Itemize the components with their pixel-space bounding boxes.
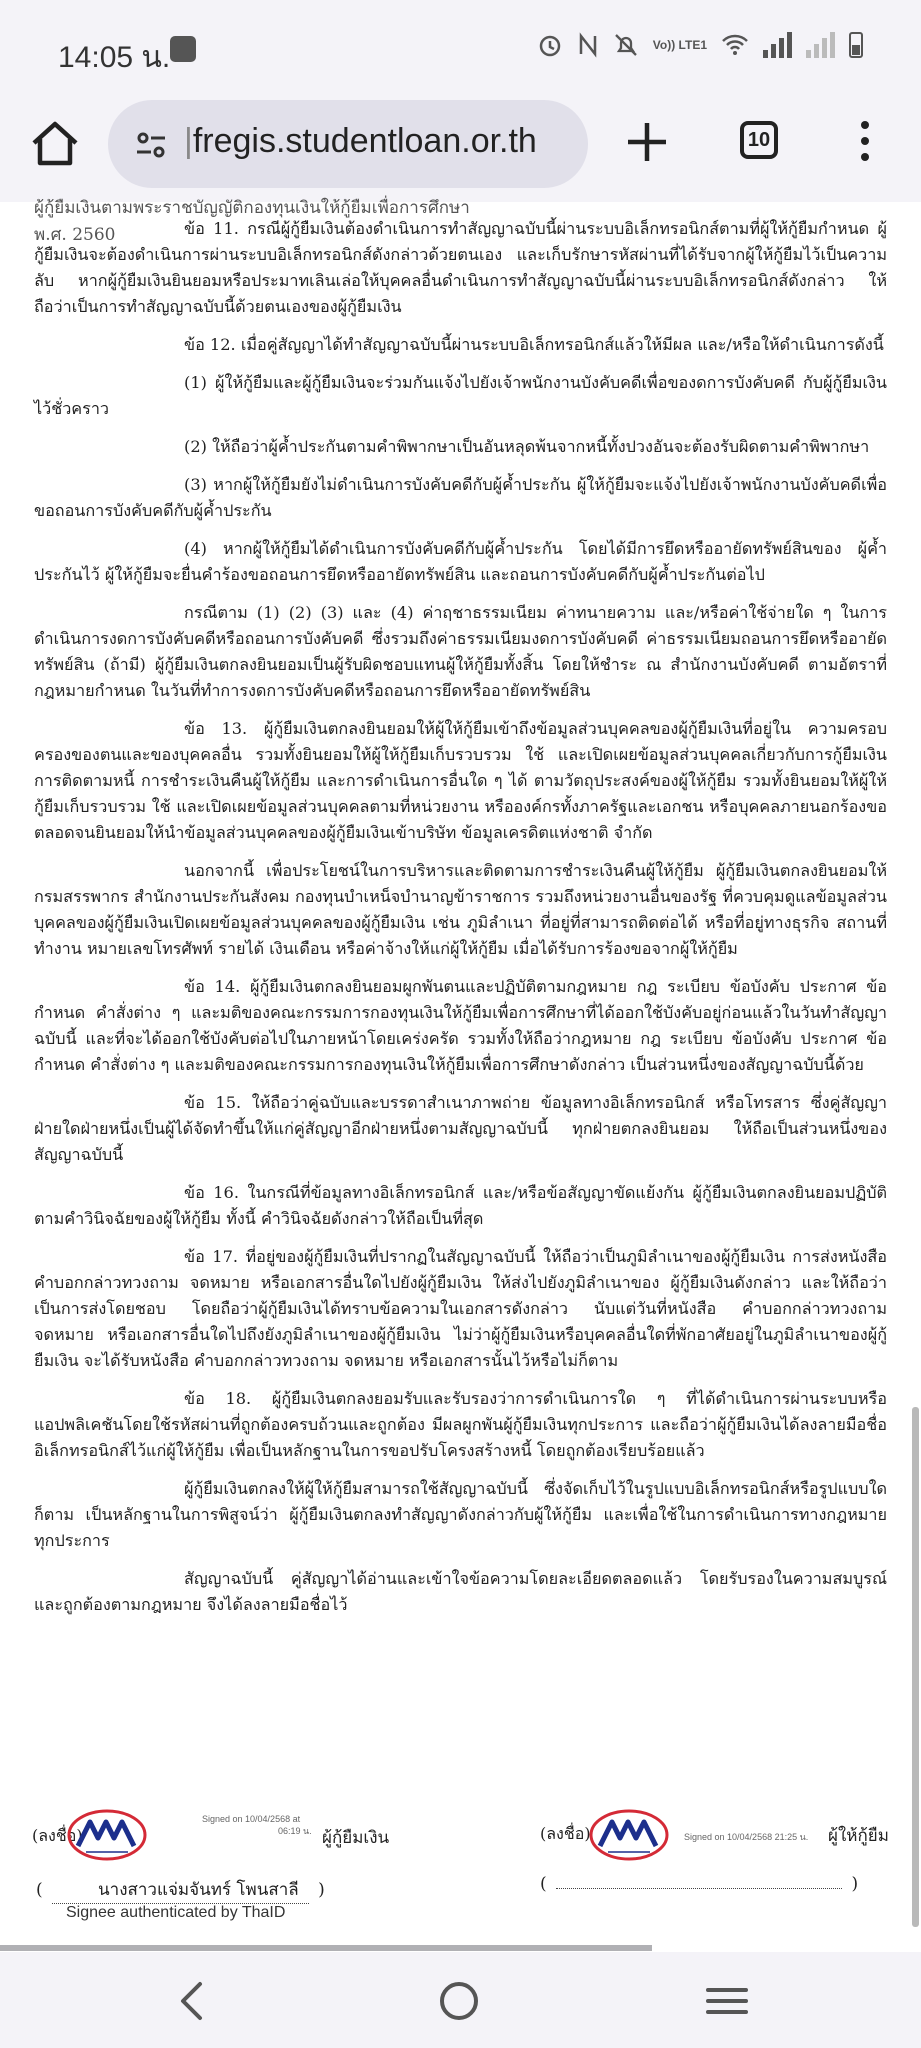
contract-paragraph: กรณีตาม (1) (2) (3) และ (4) ค่าฤชาธรรมเนียม ค่าทนายความ และ/หรือค่าใช้จ่ายใด ๆ ในการดำเนินการงดการบังคับคดีหรือถอนการบังคับคดี ซึ่งรวมถึงค่าธรรมเนียมงดการบังคับคดี ค่าธรรมเนียมถอนการยึดหรืออายัดทรัพย์สิน (ถ้ามี) ผู้กู้ยืมเงินตกลงยินยอมเป็นผู้รับผิดชอบแทนผู้ให้กู้ยืมทั้งสิ้น โดยให้ชำระ ณ สำนักงานบังคับคดี ตามอัตราที่กฎหมายกำหนด ในวันที่ทำการงดการบังคับคดีหรือถอนการยึดหรืออายัดทรัพย์สิน [34, 603, 887, 700]
signed-timestamp: Signed on 10/04/2568 at [202, 1814, 301, 1824]
contract-paragraph: ข้อ 16. ในกรณีที่ข้อมูลทางอิเล็กทรอนิกส์ และ/หรือข้อสัญญาขัดแย้งกัน ผู้กู้ยืมเงินตกลงยินยอมปฏิบัติตามคำวินิจฉัยของผู้ให้กู้ยืม ทั้งนี้ คำวินิจฉัยดังกล่าวให้ถือเป็นที่สุด [34, 1183, 887, 1228]
alarm-icon [537, 32, 563, 58]
notification-app-icon [170, 36, 196, 62]
sign-prefix: (ลงชื่อ) [540, 1824, 591, 1843]
contract-paragraph: (2) ให้ถือว่าผู้ค้ำประกันตามคำพิพากษาเป็นอันหลุดพ้นจากหนี้ทั้งปวงอันจะต้องรับผิดตามคำพิพากษา [184, 437, 870, 456]
status-time: 14:05 น. [58, 41, 171, 74]
clipped-text-line: ผู้กู้ยืมเงินตามพระราชบัญญัติกองทุนเงินให้กู้ยืมเพื่อการศึกษา พ.ศ. 2560 [34, 198, 470, 245]
contract-paragraph: นอกจากนี้ เพื่อประโยชน์ในการบริหารและติดตามการชำระเงินคืนผู้ให้กู้ยืม ผู้กู้ยืมเงินตกลงยินยอมให้กรมสรรพากร สำนักงานประกันสังคม กองทุนบำเหน็จบำนาญข้าราชการ รวมถึงหน่วยงานอื่นของรัฐ ที่ควบคุมดูแลข้อมูลส่วนบุคคลของผู้กู้ยืมเงินเปิดเผยข้อมูลส่วนบุคคลของผู้กู้ยืมเงิน เช่น ภูมิลำเนา ที่อยู่ที่สามารถติดต่อได้ หรือที่อยู่ทางธุรกิจ สถานที่ทำงาน หมายเลขโทรศัพท์ รายได้ เงินเดือน หรือค่าจ้างให้แก่ผู้ให้กู้ยืม เมื่อได้รับการร้องขอจากผู้ให้กู้ยืม [34, 861, 887, 958]
more-menu-button[interactable] [858, 121, 872, 165]
contract-paragraph: (4) หากผู้ให้กู้ยืมได้ดำเนินการบังคับคดีกับผู้ค้ำประกัน โดยได้มีการยึดหรืออายัดทรัพย์สินของ ผู้ค้ำประกันไว้ ผู้ให้กู้ยืมจะยื่นคำร้องขอถอนการยึดหรืออายัดทรัพย์สิน และถอนการบังคับคดีกับผู้ค้ำประกันต่อไป [34, 539, 887, 584]
address-bar[interactable] [108, 100, 588, 188]
signal-2-icon [806, 32, 835, 58]
contract-paragraph: (1) ผู้ให้กู้ยืมและผู้กู้ยืมเงินจะร่วมกันแจ้งไปยังเจ้าพนักงานบังคับคดีเพื่อของดการบังคับคดี กับผู้กู้ยืมเงินไว้ชั่วคราว [34, 373, 887, 418]
contract-paragraph: สัญญาฉบับนี้ คู่สัญญาได้อ่านและเข้าใจข้อความโดยละเอียดตลอดแล้ว โดยรับรองในความสมบูรณ์และถูกต้องตามกฎหมาย จึงได้ลงลายมือชื่อไว้ [34, 1569, 887, 1614]
sign-prefix: (ลงชื่อ) [32, 1826, 83, 1845]
status-bar [0, 0, 921, 95]
document-body [34, 216, 887, 1630]
recents-button[interactable] [702, 1976, 752, 2026]
borrower-name-line: ( นางสาวแจ่มจันทร์ โพนสาลี ) [36, 1876, 325, 1904]
contract-paragraph: (3) หากผู้ให้กู้ยืมยังไม่ดำเนินการบังคับคดีกับผู้ค้ำประกัน ผู้ให้กู้ยืมจะแจ้งไปยังเจ้าพนักงานบังคับคดีเพื่อขอถอนการบังคับคดีกับผู้ค้ำประกัน [34, 475, 887, 520]
nfc-icon [577, 32, 599, 58]
mute-icon [613, 32, 639, 58]
borrower-name: นางสาวแจ่มจันทร์ โพนสาลี [52, 1876, 309, 1904]
contract-paragraph: ข้อ 14. ผู้กู้ยืมเงินตกลงยินยอมผูกพันตนและปฏิบัติตามกฎหมาย กฎ ระเบียบ ข้อบังคับ ประกาศ ข้อกำหนด คำสั่งต่าง ๆ และมติของคณะกรรมการกองทุนเงินให้กู้ยืมเพื่อการศึกษาที่ได้ออกใช้บังคับอยู่ก่อนแล้วในวันทำสัญญาฉบับนี้ และที่จะได้ออกใช้บังคับต่อไปในภายหน้าโดยเคร่งครัด รวมทั้งให้ถือว่ากฎหมาย กฎ ระเบียบ ข้อบังคับ ประกาศ ข้อกำหนด คำสั่งต่าง ๆ และมติของคณะกรรมการกองทุนเงินให้กู้ยืมเพื่อการศึกษาดังกล่าว เป็นส่วนหนึ่งของสัญญาฉบับนี้ด้วย [34, 977, 887, 1074]
signed-timestamp: Signed on 10/04/2568 21:25 น. [684, 1832, 809, 1842]
contract-paragraph: ข้อ 17. ที่อยู่ของผู้กู้ยืมเงินที่ปรากฏในสัญญาฉบับนี้ ให้ถือว่าเป็นภูมิลำเนาของผู้กู้ยืมเงิน การส่งหนังสือ คำบอกกล่าวทวงถาม จดหมาย หรือเอกสารอื่นใดไปยังผู้กู้ยืมเงิน ให้ส่งไปยังภูมิลำเนาของ ผู้กู้ยืมเงินดังกล่าว และให้ถือว่าเป็นการส่งโดยชอบ โดยถือว่าผู้กู้ยืมเงินได้ทราบข้อความในเอกสารดังกล่าว นับแต่วันที่หนังสือ คำบอกกล่าวทวงถาม จดหมาย หรือเอกสารอื่นใดไปถึงยังภูมิลำเนาของผู้กู้ยืมเงิน ไม่ว่าผู้กู้ยืมเงินหรือบุคคลอื่นใดที่พักอาศัยอยู่ในภูมิลำเนาของผู้กู้ยืมเงิน จะได้รับหนังสือ คำบอกกล่าวทวงถาม จดหมาย หรือเอกสารนั้นไว้หรือไม่ก็ตาม [34, 1247, 887, 1370]
tab-switcher-button[interactable]: 10 [740, 121, 778, 159]
signal-icon [763, 32, 792, 58]
thaid-auth-note: Signee authenticated by ThaID [66, 1904, 286, 1921]
signed-time: 06:19 น. [278, 1826, 312, 1836]
system-navigation-bar [0, 1952, 921, 2048]
kyslf-logo-icon [588, 1808, 670, 1862]
back-button[interactable] [168, 1976, 218, 2026]
contract-paragraph: ข้อ 15. ให้ถือว่าคู่ฉบับและบรรดาสำเนาภาพถ่าย ข้อมูลทางอิเล็กทรอนิกส์ หรือโทรสาร ซึ่งคู่สัญญาฝ่ายใดฝ่ายหนึ่งเป็นผู้ได้จัดทำขึ้นให้แก่คู่สัญญาอีกฝ่ายหนึ่งตามสัญญาฉบับนี้ ทุกฝ่ายตกลงยินยอม ให้ถือเป็นส่วนหนึ่งของสัญญาฉบับนี้ [34, 1093, 887, 1164]
contract-document[interactable] [0, 198, 921, 1930]
lender-role-label: ผู้ให้กู้ยืม [828, 1826, 889, 1846]
contract-paragraph: ผู้กู้ยืมเงินตกลงให้ผู้ให้กู้ยืมสามารถใช้สัญญาฉบับนี้ ซึ่งจัดเก็บไว้ในรูปแบบอิเล็กทรอนิกส์หรือรูปแบบใดก็ตาม เป็นหลักฐานในการพิสูจน์ว่า ผู้กู้ยืมเงินตกลงทำสัญญาดังกล่าวกับผู้ให้กู้ยืม และเพื่อใช้ในการดำเนินการทางกฎหมายทุกประการ [34, 1479, 887, 1550]
contract-paragraph: ข้อ 12. เมื่อคู่สัญญาได้ทำสัญญาฉบับนี้ผ่านระบบอิเล็กทรอนิกส์แล้วให้มีผล และ/หรือให้ดำเนินการดังนี้ [184, 335, 884, 354]
page-scrollbar[interactable] [912, 1407, 919, 1927]
lender-signature [460, 1804, 921, 1930]
kyslf-logo-icon [66, 1808, 148, 1862]
lender-name-line: ( ) [540, 1874, 859, 1894]
signature-section [0, 1804, 921, 1930]
status-icons [537, 32, 863, 58]
new-tab-button[interactable] [622, 117, 672, 167]
home-nav-button[interactable] [434, 1976, 484, 2026]
borrower-role-label: ผู้กู้ยืมเงิน [322, 1828, 390, 1848]
home-button[interactable] [28, 117, 82, 171]
battery-icon [849, 32, 863, 58]
browser-toolbar [0, 95, 921, 202]
site-settings-icon[interactable] [134, 128, 168, 162]
wifi-icon [721, 33, 749, 57]
url-text[interactable]: | fregis.studentloan.or.th [184, 122, 574, 161]
page-load-progress [0, 1945, 652, 1951]
contract-paragraph: ข้อ 18. ผู้กู้ยืมเงินตกลงยอมรับและรับรองว่าการดำเนินการใด ๆ ที่ได้ดำเนินการผ่านระบบหรือแอปพลิเคชันโดยใช้รหัสผ่านที่ถูกต้องครบถ้วนและถูกต้อง มีผลผูกพันผู้กู้ยืมเงินทุกประการ และถือว่าผู้กู้ยืมเงินได้ลงลายมือชื่ออิเล็กทรอนิกส์ไว้แก่ผู้ให้กู้ยืม เพื่อเป็นหลักฐานในการขอปรับโครงสร้างหนี้ โดยถูกต้องเรียบร้อยแล้ว [34, 1389, 887, 1460]
volte-icon: Vo)) LTE1 [652, 38, 707, 52]
borrower-signature [0, 1804, 460, 1930]
contract-paragraph: ข้อ 11. กรณีผู้กู้ยืมเงินต้องดำเนินการทำสัญญาฉบับนี้ผ่านระบบอิเล็กทรอนิกส์ตามที่ผู้ให้กู้ยืมกำหนด ผู้กู้ยืมเงินจะต้องดำเนินการผ่านระบบอิเล็กทรอนิกส์ดังกล่าวด้วยตนเอง และเก็บรักษารหัสผ่านที่ได้รับจากผู้ให้กู้ยืมไว้เป็นความลับ หากผู้กู้ยืมเงินยินยอมหรือประมาทเลินเล่อให้บุคคลอื่นดำเนินการทำสัญญาฉบับนี้ผ่านระบบอิเล็กทรอนิกส์ดังกล่าว ให้ถือว่าเป็นการทำสัญญาฉบับนี้ด้วยตนเองของผู้กู้ยืมเงิน [34, 219, 887, 316]
contract-paragraph: ข้อ 13. ผู้กู้ยืมเงินตกลงยินยอมให้ผู้ให้กู้ยืมเข้าถึงข้อมูลส่วนบุคคลของผู้กู้ยืมเงินที่อยู่ใน ความครอบครองของตนและของบุคคลอื่น รวมทั้งยินยอมให้ผู้ให้กู้ยืมเก็บรวบรวม ใช้ และเปิดเผยข้อมูลส่วนบุคคลเกี่ยวกับการกู้ยืมเงิน การติดตามหนี้ การชำระเงินคืนผู้ให้กู้ยืม และการดำเนินการอื่นใด ๆ ได้ ตามวัตถุประสงค์ของผู้ให้กู้ยืม รวมทั้งยินยอมให้ผู้ให้กู้ยืมเก็บรวบรวม ใช้ และเปิดเผยข้อมูลส่วนบุคคลตามที่หน่วยงาน หรือองค์กรทั้งภาครัฐและเอกชน หรือบุคคลภายนอกร้องขอ ตลอดจนยินยอมให้นำข้อมูลส่วนบุคคลของผู้กู้ยืมเงินเข้าบริษัท ข้อมูลเครดิตแห่งชาติ จำกัด [34, 719, 887, 842]
